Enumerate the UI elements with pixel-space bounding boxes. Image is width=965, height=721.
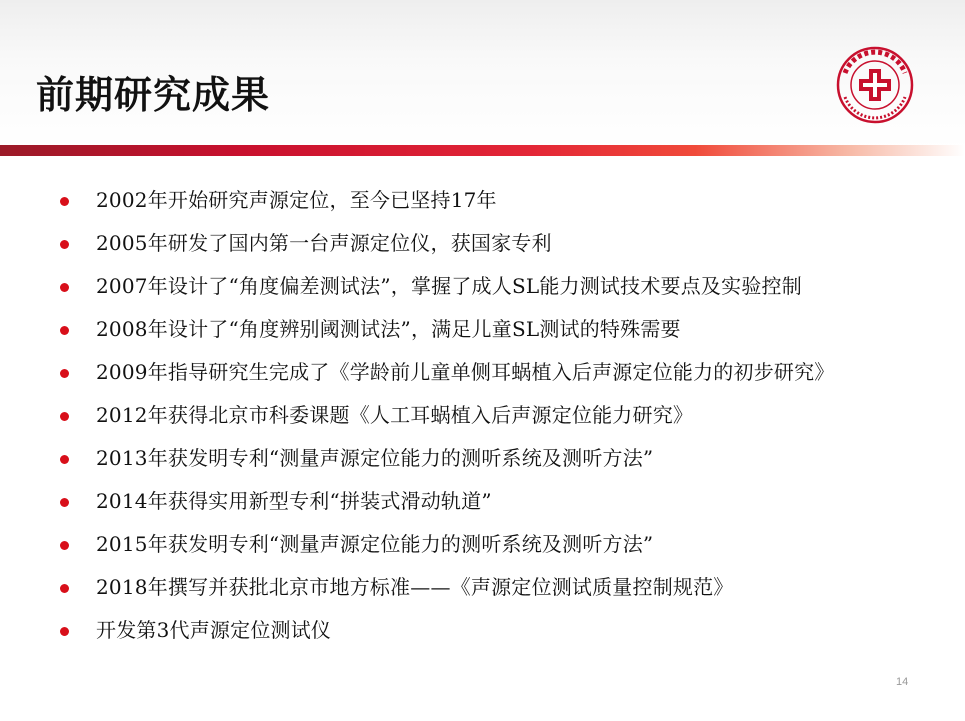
bullet-icon — [60, 541, 69, 550]
bullet-icon — [60, 369, 69, 378]
bullet-icon — [60, 455, 69, 464]
bullet-icon — [60, 197, 69, 206]
bullet-icon — [60, 240, 69, 249]
list-item-text: 开发第3代声源定位测试仪 — [96, 618, 332, 642]
list-item-text: 2018年撰写并获批北京市地方标准——《声源定位测试质量控制规范》 — [96, 575, 734, 599]
bullet-icon — [60, 627, 69, 636]
list-item-text: 2005年研发了国内第一台声源定位仪，获国家专利 — [96, 231, 552, 255]
bullet-icon — [60, 412, 69, 421]
list-item-text: 2012年获得北京市科委课题《人工耳蜗植入后声源定位能力研究》 — [96, 403, 694, 427]
list-item-text: 2014年获得实用新型专利“拼装式滑动轨道” — [96, 489, 492, 513]
slide-title: 前期研究成果 — [36, 73, 271, 117]
bullet-icon — [60, 283, 69, 292]
list-item-text: 2002年开始研究声源定位，至今已坚持17年 — [96, 188, 497, 212]
list-item-text: 2009年指导研究生完成了《学龄前儿童单侧耳蜗植入后声源定位能力的初步研究》 — [96, 360, 835, 384]
list-item-text: 2008年设计了“角度辨别阈测试法”，满足儿童SL测试的特殊需要 — [96, 317, 681, 341]
list-item-text: 2015年获发明专利“测量声源定位能力的测听系统及测听方法” — [96, 532, 654, 556]
list-item-text: 2007年设计了“角度偏差测试法”，掌握了成人SL能力测试技术要点及实验控制 — [96, 274, 802, 298]
list-item-text: 2013年获发明专利“测量声源定位能力的测听系统及测听方法” — [96, 446, 654, 470]
bullet-icon — [60, 498, 69, 507]
title-divider — [0, 145, 965, 156]
page-number: 14 — [896, 676, 909, 688]
bullet-icon — [60, 584, 69, 593]
hospital-logo — [835, 45, 915, 125]
bullet-icon — [60, 326, 69, 335]
